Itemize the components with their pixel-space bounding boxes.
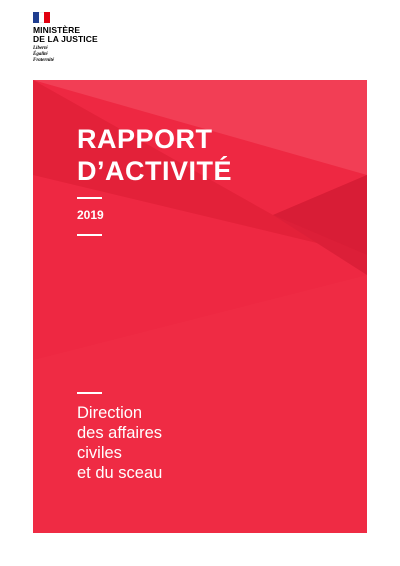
- report-cover: [33, 80, 367, 533]
- direction-line-2: des affaires: [77, 424, 162, 442]
- motto-fraternite: Fraternité: [33, 58, 55, 63]
- direction-line-4: et du sceau: [77, 464, 163, 482]
- motto-liberte: Liberté: [33, 46, 48, 51]
- direction-name: [77, 403, 162, 483]
- flag-red-stripe: [44, 12, 50, 23]
- report-title: [77, 123, 232, 187]
- divider-under-title: [77, 197, 102, 199]
- ministry-logo: [33, 12, 153, 64]
- report-year: 2019: [77, 208, 104, 222]
- divider-above-subtitle: [77, 392, 102, 394]
- divider-under-year: [77, 234, 102, 236]
- ministry-name-line-2: DE LA JUSTICE: [33, 34, 98, 44]
- direction-line-1: Direction: [77, 404, 143, 422]
- republic-motto: [33, 46, 153, 64]
- title-line-2: D’ACTIVITÉ: [77, 156, 233, 186]
- motto-egalite: Égalité: [33, 52, 48, 57]
- direction-line-3: civiles: [77, 444, 122, 462]
- ministry-name-line-1: MINISTÈRE: [33, 25, 81, 35]
- french-flag-icon: [33, 12, 50, 23]
- title-line-1: RAPPORT: [77, 124, 213, 154]
